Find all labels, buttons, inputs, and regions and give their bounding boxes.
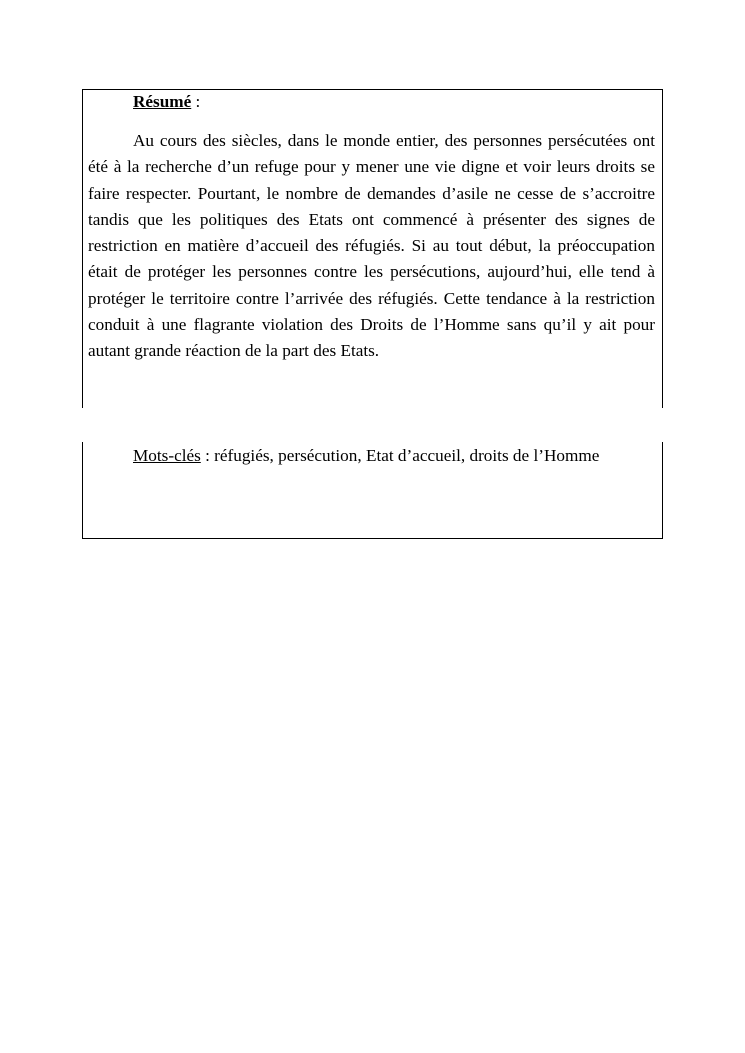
abstract-body: Au cours des siècles, dans le monde entier, des personnes persécutées ont été à la recherche d’un refuge pour y mener une vie digne et voir leurs droits se faire respecter. Pourtant, le nombre de demandes d’asile ne cesse de s’accroitre tandis que les politiques des Etats ont commencé à présenter des signes de restriction en matière d’accueil des réfugiés. Si au tout début, la préoccupation était de protéger les personnes contre les persécutions, aujourd’hui, elle tend à protéger le territoire contre l’arrivée des réfugiés. Cette tendance à la restriction conduit à une flagrante violation des Droits de l’Homme sans qu’il y ait pour autant grande réaction de la part des Etats. — [88, 131, 655, 361]
keywords-separator: : — [200, 446, 215, 465]
frame-gap — [80, 408, 665, 442]
abstract-heading — [88, 89, 655, 115]
keywords-label: Mots-clés — [133, 446, 201, 465]
keywords-paragraph — [88, 443, 655, 469]
abstract-title-suffix: : — [191, 92, 201, 111]
keywords-text: réfugiés, persécution, Etat d’accueil, droits de l’Homme — [214, 446, 600, 465]
abstract-title: Résumé — [133, 92, 192, 111]
